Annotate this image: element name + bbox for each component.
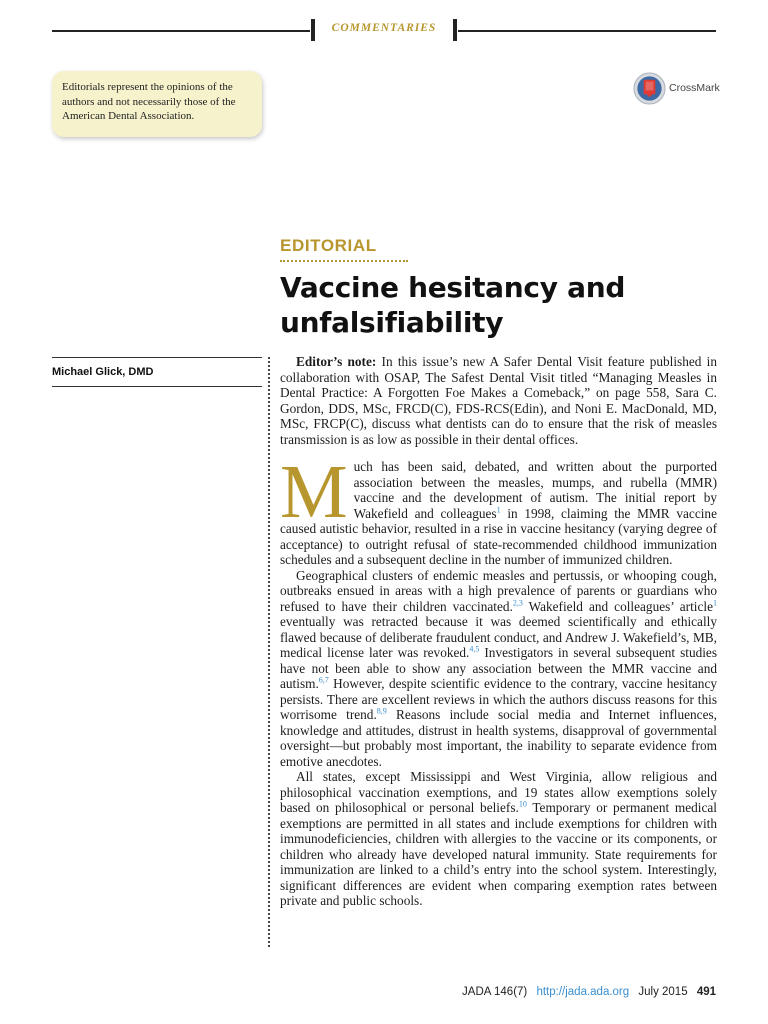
crossmark-icon (633, 72, 666, 105)
author-rule-bottom (52, 386, 262, 387)
drop-cap: M (280, 450, 348, 534)
crossmark-label: CrossMark (669, 82, 720, 94)
issue-date: July 2015 (638, 986, 688, 998)
section-label: COMMENTARIES (331, 22, 437, 34)
editorial-disclaimer: Editorials represent the opinions of the authors and not necessarily those of the American Dental Association. (52, 71, 262, 137)
p3-text-a: All states, except Mississippi and West Virginia, allow religious and philosophical vaccination exemptions, and 19 states allow exemptions solely based on philosophical or personal beliefs. (280, 769, 717, 815)
citation[interactable]: 10 (518, 799, 527, 809)
page-footer (0, 986, 716, 998)
crossmark-badge[interactable] (633, 72, 743, 106)
editors-note-label: Editor’s note: (296, 354, 377, 369)
paragraph-1 (280, 450, 717, 568)
citation[interactable]: 4,5 (469, 644, 480, 654)
header-rule-left (52, 30, 310, 32)
journal-citation: JADA 146(7) (462, 986, 528, 998)
citation[interactable]: 8,9 (376, 706, 387, 716)
p2-text-a: Geographical clusters of endemic measles and pertussis, or whooping cough, outbreaks ensued in areas with a high prevalence of parents or guardians who refused to have their children vaccinated. (280, 567, 717, 614)
p2-text-d: Investigators in several subsequent studies have not been able to show any association between the MMR vaccine and autism. (280, 645, 718, 691)
p1-text-b: in 1998, claiming the MMR vaccine caused autistic behavior, resulted in a rise in vaccine hesitancy (varying degree of acceptance) to outright refusal of state-recommended childhood immunization schedules and a subsequent decline in the number of immunized children. (280, 505, 717, 567)
p2-text-b: Wakefield and colleagues’ article (522, 598, 713, 614)
p2-text-c: eventually was retracted because it was deemed scientifically and ethically flawed because of deliberate fraudulent conduct, and Andrew J. Wakefield’s, MB, medical license later was revoked. (280, 614, 717, 660)
page-number: 491 (696, 986, 716, 998)
p3-text-b: Temporary or permanent medical exemptions are permitted in all states and include exemptions for children with immunodeficiencies, children with allergies to the vaccine or its components, or children who already have developed natural immunity. State requirements for immunization are linked to a child’s entry into the school system. Interestingly, significant differences are evident when comparing exemption rates between private and public schools. (280, 800, 717, 908)
header-bar-left (311, 19, 315, 41)
p2-text-f: Reasons include social media and Internet influences, knowledge and attitudes, distrust in health systems, disapproval of governmental oversight—but probably most important, the inability to separate evidence from emotive anecdotes. (280, 707, 717, 769)
paragraph-3 (280, 769, 717, 909)
column-divider (268, 357, 270, 947)
p2-text-e: However, despite scientific evidence to the contrary, vaccine hesitancy persists. There are excellent reviews in which the authors discuss reasons for this worrisome trend. (280, 676, 717, 722)
article-kicker: EDITORIAL (280, 236, 408, 262)
citation[interactable]: 6,7 (318, 675, 329, 685)
citation[interactable]: 1 (713, 598, 717, 608)
journal-url-link[interactable]: http://jada.ada.org (536, 986, 630, 998)
author-rule-top (52, 357, 262, 358)
header-bar-right (453, 19, 457, 41)
p1-text-a: uch has been said, debated, and written about the purported association between the measles, mumps, and rubella (MMR) vaccine and the development of autism. The initial report by Wakefield and colleagues (353, 459, 717, 521)
editors-note (280, 354, 717, 447)
citation[interactable]: 2,3 (512, 598, 523, 608)
paragraph-2 (280, 568, 717, 770)
citation[interactable]: 1 (496, 505, 501, 515)
article-body (280, 354, 717, 909)
editors-note-text: In this issue’s new A Safer Dental Visit feature published in collaboration with OSAP, The Safest Dental Visit titled “Managing Measles in Dental Practice: A Forgotten Foe Makes a Comeback,” on page 558, Sara C. Gordon, DDS, MSc, FRCD(C), FDS-RCS(Edin), and Noni E. MacDonald, MD, MSc, FRCP(C), discuss what dentists can do to ensure that the risk of measles transmission is as low as possible in their dental offices. (280, 354, 717, 447)
header-rule-right (458, 30, 716, 32)
article-title: Vaccine hesitancy and unfalsifiability (280, 271, 626, 339)
author-name: Michael Glick, DMD (52, 366, 154, 378)
